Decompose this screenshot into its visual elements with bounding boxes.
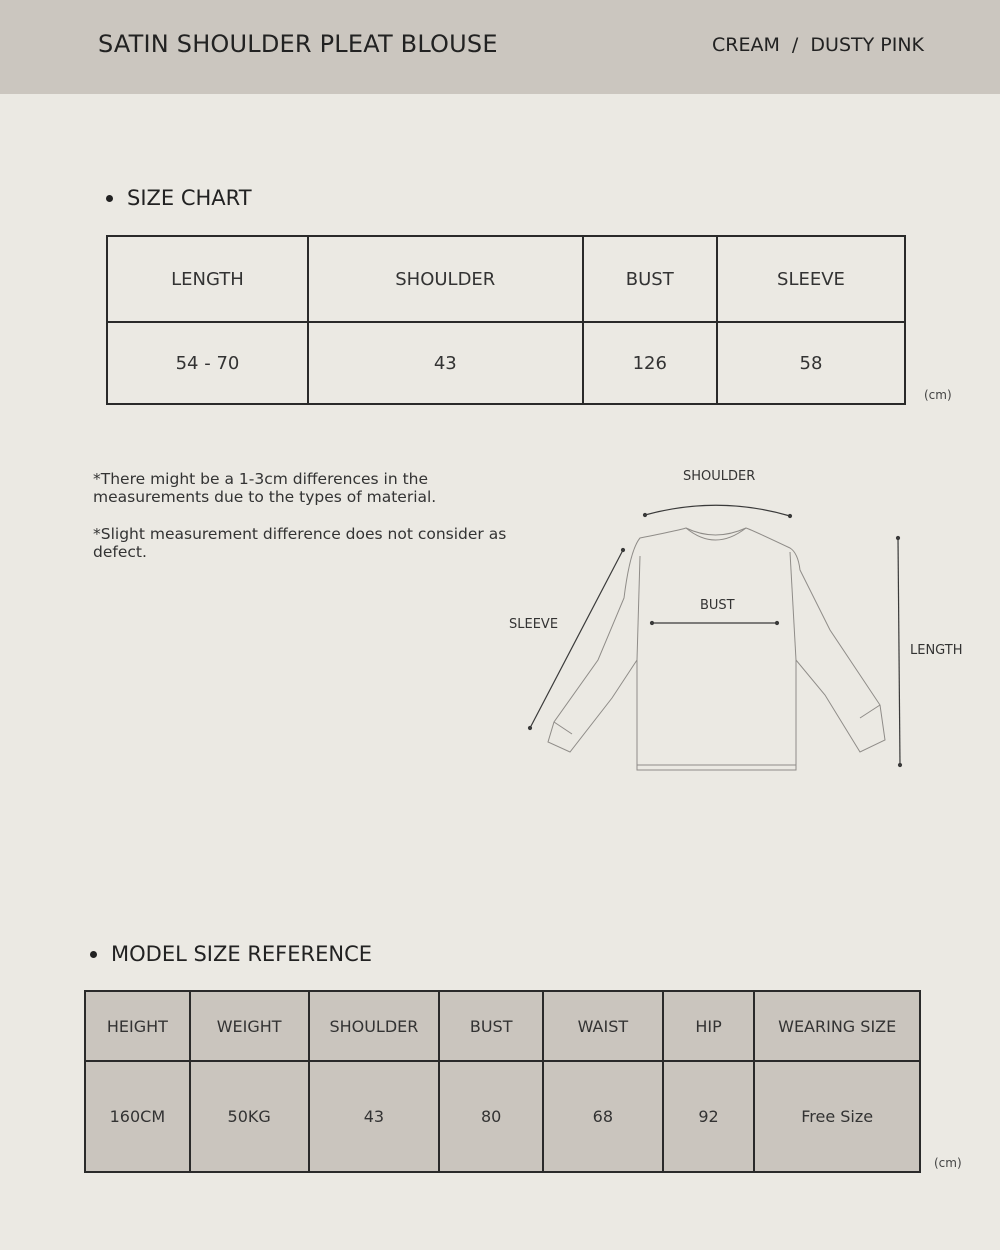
measurement-notes: [93, 470, 513, 580]
header-cell: SHOULDER: [308, 236, 583, 322]
value-cell: 68: [543, 1061, 663, 1172]
size-chart-heading: [106, 186, 252, 210]
table-row: [85, 1061, 920, 1172]
size-chart-unit: (cm): [924, 388, 952, 402]
color-options: CREAM / DUSTY PINK: [711, 34, 924, 56]
header-cell: BUST: [439, 991, 543, 1061]
model-size-heading: [90, 942, 372, 966]
value-cell: 126: [583, 322, 717, 404]
shirt-illustration: [500, 460, 980, 790]
sleeve-label: SLEEVE: [509, 617, 559, 632]
size-chart-heading-text: SIZE CHART: [127, 186, 252, 210]
header-bar: [0, 0, 1000, 94]
garment-diagram: [500, 460, 980, 790]
bullet-icon: [90, 951, 97, 958]
header-cell: HIP: [663, 991, 755, 1061]
model-size-unit: (cm): [934, 1156, 962, 1170]
header-cell: SLEEVE: [717, 236, 905, 322]
value-cell: 160CM: [85, 1061, 190, 1172]
header-cell: HEIGHT: [85, 991, 190, 1061]
product-title: SATIN SHOULDER PLEAT BLOUSE: [98, 30, 498, 58]
note-2: *Slight measurement difference does not consider as defect.: [93, 525, 507, 561]
header-cell: SHOULDER: [309, 991, 440, 1061]
header-cell: BUST: [583, 236, 717, 322]
header-cell: WAIST: [543, 991, 663, 1061]
value-cell: 92: [663, 1061, 755, 1172]
bullet-icon: [106, 195, 113, 202]
header-cell: WEARING SIZE: [754, 991, 920, 1061]
note-1: *There might be a 1-3cm differences in the measurements due to the types of material.: [93, 470, 437, 506]
table-header-row: [85, 991, 920, 1061]
value-cell: 54 - 70: [107, 322, 308, 404]
length-label: LENGTH: [910, 643, 963, 658]
bust-label: BUST: [700, 598, 735, 613]
value-cell: 43: [308, 322, 583, 404]
shoulder-label: SHOULDER: [683, 469, 756, 484]
table-header-row: [107, 236, 905, 322]
value-cell: 43: [309, 1061, 440, 1172]
header-cell: WEIGHT: [190, 991, 309, 1061]
value-cell: 80: [439, 1061, 543, 1172]
value-cell: 50KG: [190, 1061, 309, 1172]
model-size-table: [84, 990, 921, 1173]
header-cell: LENGTH: [107, 236, 308, 322]
value-cell: 58: [717, 322, 905, 404]
size-chart-table: [106, 235, 906, 405]
model-size-heading-text: MODEL SIZE REFERENCE: [111, 942, 373, 966]
table-row: [107, 322, 905, 404]
value-cell: Free Size: [754, 1061, 920, 1172]
